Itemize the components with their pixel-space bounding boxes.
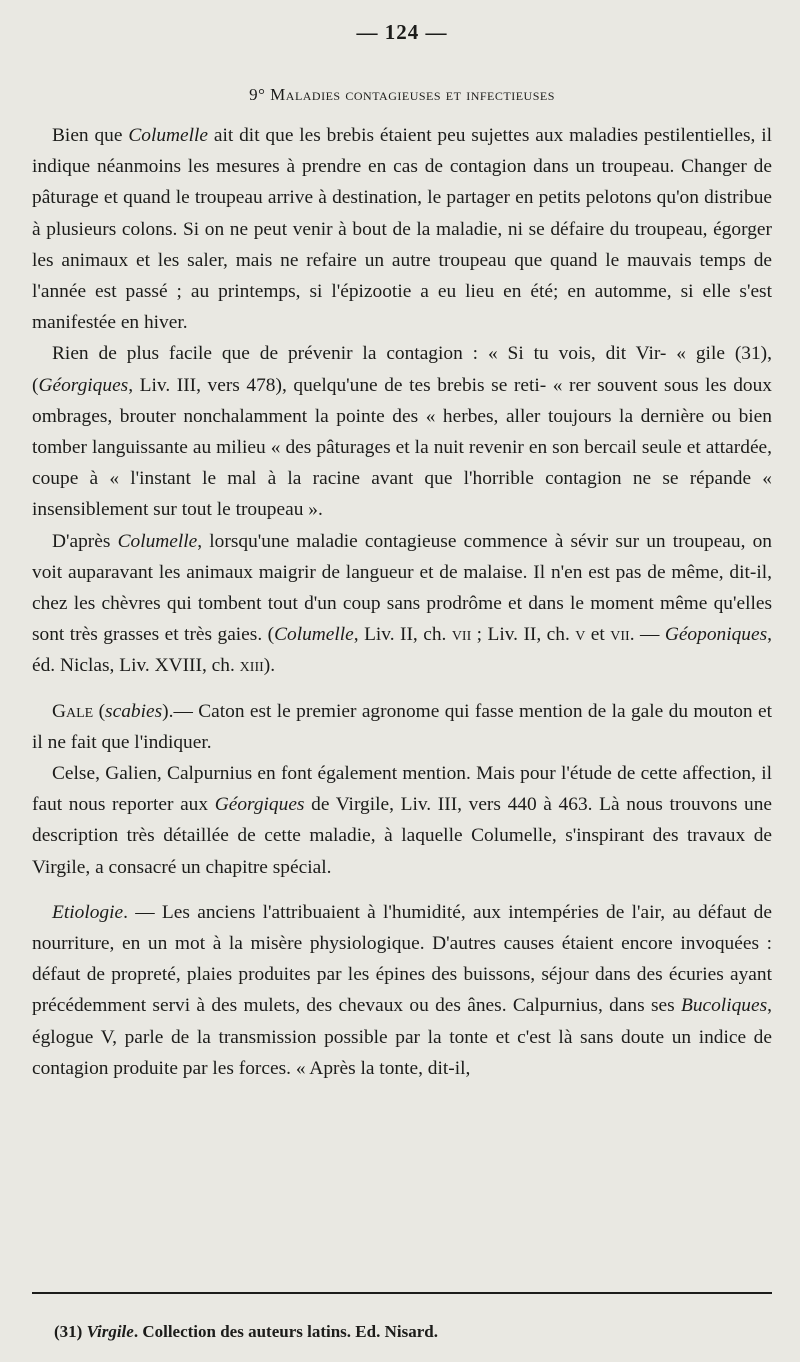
page-number: — 124 — <box>356 20 448 44</box>
italic-run: Géorgiques <box>38 374 129 396</box>
italic-run: Géorgiques <box>214 794 305 816</box>
paragraph-celse-galien <box>32 758 772 883</box>
paragraph-gale <box>32 696 772 758</box>
italic-run: Columelle <box>117 530 198 552</box>
italic-run: Columelle <box>128 125 209 146</box>
text-run: Celse, Galien, Calpurnius en font également mention. Mais pour l'étude de cette affection, il faut nous reporter aux <box>32 763 772 816</box>
smallcaps-run: v <box>575 624 586 646</box>
text-run: . — Les anciens l'attribuaient à l'humidité, aux intempéries de l'air, au défaut de nourriture, en un mot à la misère physiologique. D'autres causes étaient encore invoquées : défaut de propreté, plaies produites par les épines des buissons, séjour dans des écuries ayant précédemment servi à des mulets, des chevaux ou des ânes. Calpurnius, dans ses <box>32 901 772 1017</box>
text-run: ; Liv. II, ch. <box>471 624 576 646</box>
text-run: , éd. Niclas, Liv. XVIII, ch. <box>32 624 772 677</box>
text-run: . — <box>629 624 665 646</box>
italic-run: Géoponiques <box>664 624 768 646</box>
text-run: ait dit que les brebis étaient peu sujettes aux maladies pestilentielles, il indique néanmoins les mesures à prendre en cas de contagion dans un troupeau. Changer de pâturage et quand le troupeau arrive à destination, le partager en petits pelotons qu'on distribue à plusieurs colons. Si on ne peut venir à bout de la maladie, ni se défaire du troupeau, égorger les animaux et les saler, mais ne refaire un autre troupeau que quand le mauvais temps de l'année est passé ; au printemps, si l'épizootie a eu lieu en été; en automme, si elle s'est manifestée en hiver. <box>32 125 772 334</box>
italic-run: scabies <box>105 700 163 722</box>
text-run: , églogue V, parle de la transmission possible par la tonte et c'est là sans doute un indice de contagion produite par les forces. « Après la tonte, dit-il, <box>32 995 772 1079</box>
italic-run: Columelle <box>274 624 354 646</box>
text-run: , Liv. II, ch. <box>353 624 452 646</box>
smallcaps-run: Gale <box>52 700 94 722</box>
paragraph-columelle-maladie <box>32 526 772 682</box>
text-run: Bien que <box>52 125 129 146</box>
text-run: de Virgile, Liv. III, vers 440 à 463. Là nous trouvons une description très détaillée de cette maladie, à laquelle Columelle, s'inspirant des travaux de Virgile, a consacré un chapitre spécial. <box>32 794 773 878</box>
footnote <box>54 1322 438 1342</box>
smallcaps-run: vii <box>610 624 630 646</box>
footnote-number: (31) <box>54 1322 87 1341</box>
text-run: ).— Caton est le premier agronome qui fasse mention de la gale du mouton et il ne fait que l'indiquer. <box>32 700 772 753</box>
text-run: , Liv. III, vers 478), quelqu'une de tes brebis se reti- « rer souvent sous les doux ombrages, brouter nonchalamment la pointe des « herbes, aller toujours la dernière ou bien tomber languissante au milieu « des pâturages et la nuit revenir en son bercail seule et attardée, coupe à « l'instant le mal à la racine avant que l'horrible contagion ne se répande « insensiblement sur tout le troupeau ». <box>32 374 772 521</box>
italic-run: Bucoliques <box>680 995 768 1017</box>
text-run: ( <box>93 700 106 722</box>
text-run: et <box>585 624 611 646</box>
text-run: D'après <box>52 530 118 552</box>
section-title: 9° Maladies contagieuses et infectieuses <box>249 85 555 104</box>
italic-run: Virgile <box>86 1322 134 1341</box>
text-run: , lorsqu'une maladie contagieuse commence à sévir sur un troupeau, on voit auparavant les animaux maigrir de langueur et de malaise. Il n'en est pas de même, dit-il, chez les chèvres qui tombent tout d'un coup sans prodrôme et dans le moment même qu'elles sont très grasses et très gaies. ( <box>32 530 773 646</box>
paragraph-etiologie <box>32 897 772 1084</box>
smallcaps-run: xiii <box>239 655 264 677</box>
text-run: ). <box>263 655 276 677</box>
paragraph-columelle-intro <box>32 120 772 338</box>
text-run: Rien de plus facile que de prévenir la contagion : « Si tu vois, dit Vir- « gile (31), ( <box>32 343 772 396</box>
text-run: . Collection des auteurs latins. Ed. Nisard. <box>133 1322 438 1341</box>
footnote-divider <box>32 1292 772 1294</box>
smallcaps-run: vii <box>451 624 472 646</box>
paragraph-virgile-quote <box>32 338 772 525</box>
italic-run: Etiologie <box>52 901 124 923</box>
